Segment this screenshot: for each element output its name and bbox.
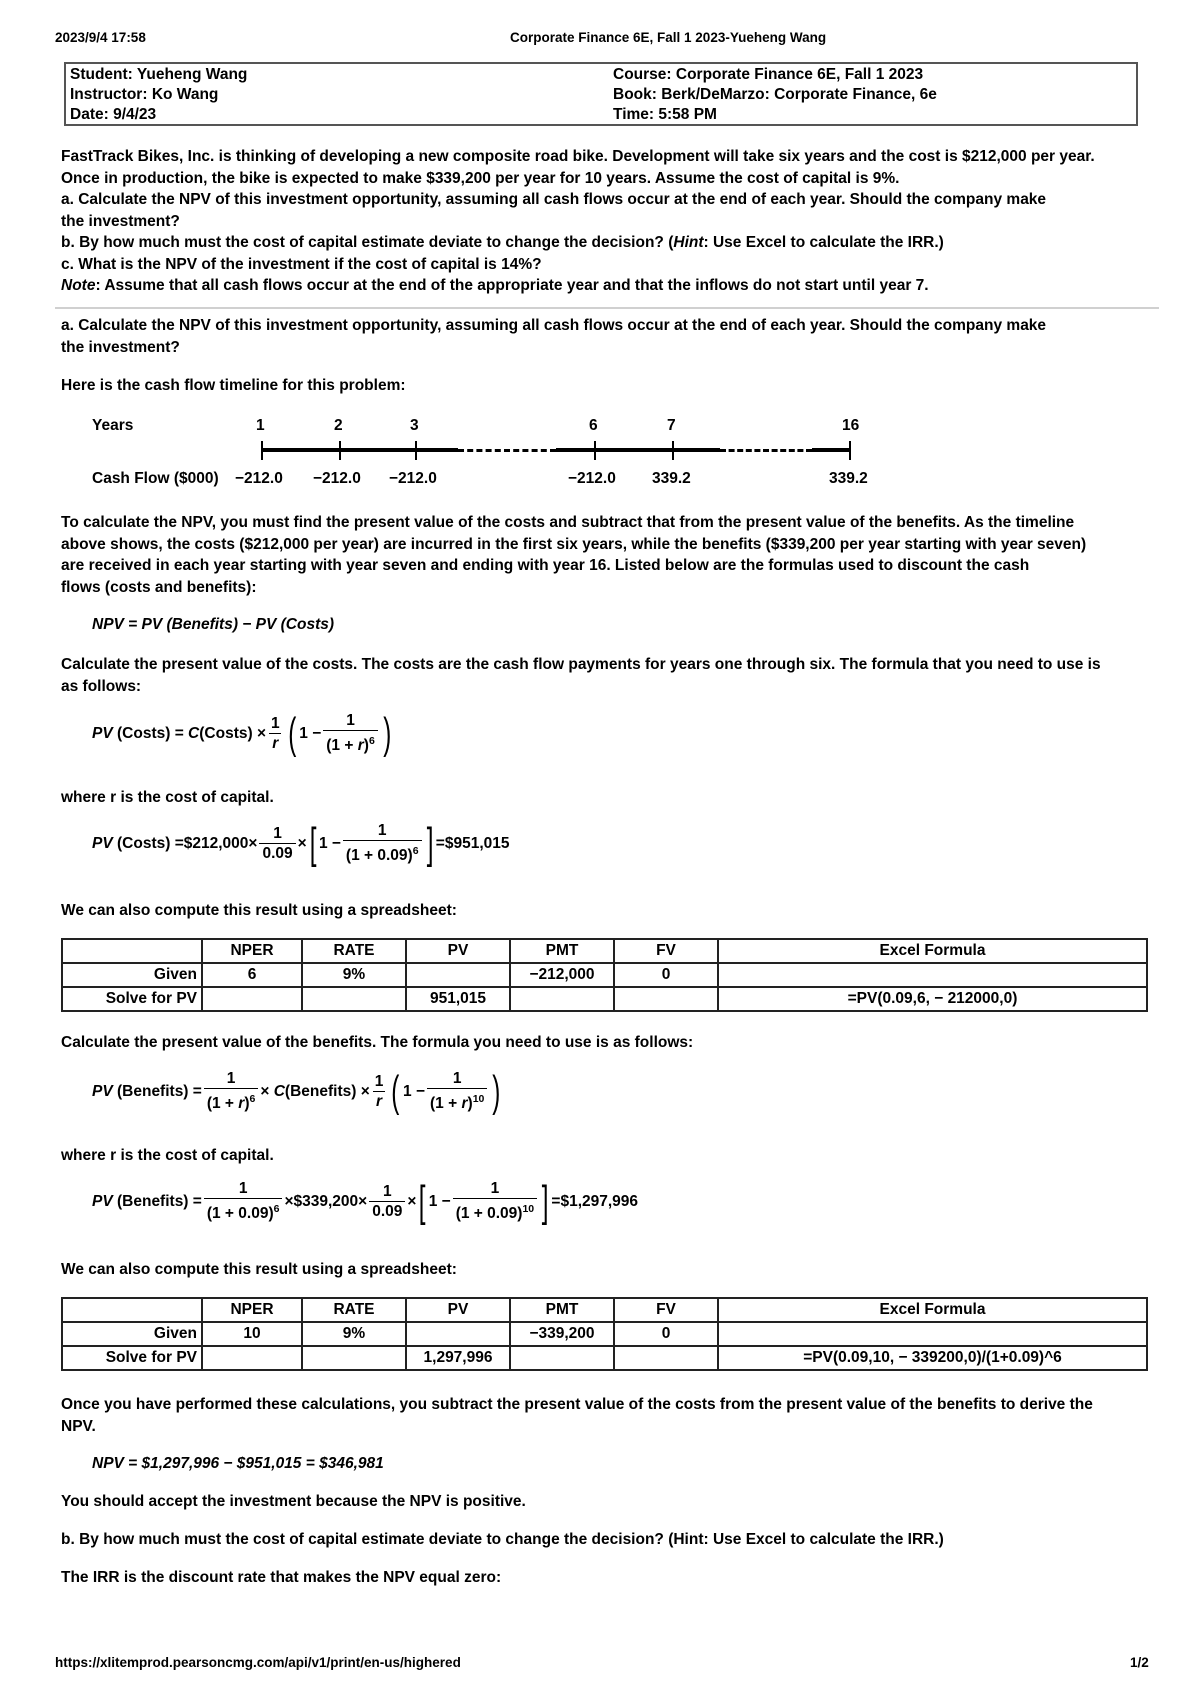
- npv-conclusion: Once you have performed these calculations, you subtract the present value of the costs from the present value of the benefits to derive the NPV.: [61, 1396, 1093, 1435]
- part-b-question: b. By how much must the cost of capital estimate deviate to change the decision? (Hint: Use Excel to calculate the IRR.): [61, 1531, 944, 1548]
- print-datetime: 2023/9/4 17:58: [55, 30, 146, 45]
- timeline-tick: [261, 441, 263, 460]
- timeline-tick: [339, 441, 341, 460]
- instructor-name: Ko Wang: [151, 86, 219, 103]
- npv-result: NPV = $1,297,996 − $951,015 = $346,981: [92, 1455, 384, 1472]
- problem-part-b: b. By how much must the cost of capital estimate deviate to change the decision? (Hint: Use Excel to calculate the IRR.): [61, 234, 944, 251]
- where-r-costs: where r is the cost of capital.: [61, 789, 274, 806]
- table-row: Solve for PV 951,015 =PV(0.09,6, − 212000,0): [62, 987, 1147, 1011]
- cash-flow-timeline: [0, 0, 1200, 500]
- pv-benefits-formula: PV (Benefits) = $\frac{1}{(1 + r)^6}$ × C(Benefits) × $\frac{1}{r}$ ( 1 − $\frac{1}{(1 + r)^{10}}$ ): [92, 1067, 501, 1117]
- timeline-intro: Here is the cash flow timeline for this problem:: [61, 377, 406, 394]
- time-label: Time:: [613, 106, 655, 123]
- problem-note: Note: Assume that all cash flows occur at the end of the appropriate year and that the inflows do not start until year 7.: [61, 277, 929, 294]
- table-row: Solve for PV 1,297,996 =PV(0.09,10, − 339200,0)/(1+0.09)^6: [62, 1346, 1147, 1370]
- timeline-tick: [849, 441, 851, 460]
- spreadsheet-intro-2: We can also compute this result using a spreadsheet:: [61, 1261, 457, 1278]
- pv-benefits-result: $1,297,996: [560, 1193, 639, 1211]
- timeline-year: 1: [256, 417, 265, 434]
- footer-url: https://xlitemprod.pearsoncmg.com/api/v1/print/en-us/highered: [55, 1655, 461, 1670]
- problem-part-a: a. Calculate the NPV of this investment opportunity, assuming all cash flows occur at the end of each year. Should the company make: [61, 191, 1047, 208]
- timeline-year: 2: [334, 417, 343, 434]
- course-name: Corporate Finance 6E, Fall 1 2023: [675, 66, 924, 83]
- pv-costs-spreadsheet: [61, 938, 1148, 1012]
- timeline-year: 6: [589, 417, 598, 434]
- timeline-cf-label: Cash Flow ($000): [92, 470, 219, 487]
- course-label: Course:: [613, 66, 672, 83]
- print-title: Corporate Finance 6E, Fall 1 2023-Yueheng Wang: [510, 30, 827, 45]
- book-label: Book:: [613, 86, 657, 103]
- problem-line: Once in production, the bike is expected to make $339,200 per year for 10 years. Assume the cost of capital is 9%.: [61, 169, 900, 187]
- instructor-label: Instructor:: [70, 86, 148, 103]
- timeline-cash-flow: 339.2: [829, 470, 868, 487]
- pv-benefits-spreadsheet: [61, 1297, 1148, 1371]
- timeline-segment: [556, 448, 720, 452]
- timeline-year: 16: [842, 417, 860, 434]
- where-r-benefits: where r is the cost of capital.: [61, 1147, 274, 1164]
- npv-formula: NPV = PV (Benefits) − PV (Costs): [92, 616, 335, 633]
- timeline-cash-flow: −212.0: [389, 470, 437, 487]
- costs-intro: Calculate the present value of the costs. The costs are the cash flow payments for years one through six. The formula that you need to use is as follows:: [61, 656, 1101, 695]
- timeline-years-label: Years: [92, 417, 134, 434]
- page-number: 1/2: [1130, 1655, 1149, 1670]
- timeline-cash-flow: −212.0: [568, 470, 616, 487]
- table-row: Given 6 9% −212,000 0: [62, 963, 1147, 987]
- table-row: Given 10 9% −339,200 0: [62, 1322, 1147, 1346]
- timeline-tick: [594, 441, 596, 460]
- benefits-intro: Calculate the present value of the benefits. The formula you need to use is as follows:: [61, 1034, 694, 1051]
- timeline-tick: [672, 441, 674, 460]
- timeline-tick: [415, 441, 417, 460]
- timeline-year: 3: [410, 417, 419, 434]
- book-name: Berk/DeMarzo: Corporate Finance, 6e: [661, 86, 937, 103]
- student-label: Student:: [70, 66, 133, 83]
- problem-part-c: c. What is the NPV of the investment if the cost of capital is 14%?: [61, 255, 542, 273]
- accept-statement: You should accept the investment because the NPV is positive.: [61, 1493, 526, 1510]
- student-name: Yueheng Wang: [136, 66, 248, 83]
- timeline-gap: [720, 449, 812, 452]
- table-header-row: NPER RATE PV PMT FV Excel Formula: [62, 939, 1147, 963]
- timeline-segment: [812, 448, 850, 452]
- timeline-segment: [262, 448, 458, 452]
- timeline-year: 7: [667, 417, 676, 434]
- date-label: Date:: [70, 106, 109, 123]
- problem-line: the investment?: [61, 212, 180, 230]
- pv-benefits-calculation: PV (Benefits) = $\frac{1}{(1 + 0.09)^6}$ × $339,200 × $\frac{1}{0.09}$ × [ 1 − $\frac{1}{(1 + 0.09)^{10}}$ ] = $1,297,996: [92, 1177, 639, 1227]
- date-value: 9/4/23: [113, 106, 157, 123]
- timeline-gap: [458, 449, 556, 452]
- pv-costs-result: $951,015: [444, 835, 510, 853]
- table-header-row: NPER RATE PV PMT FV Excel Formula: [62, 1298, 1147, 1322]
- pv-costs-formula: PV (Costs) = C(Costs) × $\frac{1}{r}$ ( 1 − $\frac{1}{(1 + r)^6}$ ): [92, 709, 392, 759]
- timeline-cash-flow: −212.0: [313, 470, 361, 487]
- spreadsheet-intro-1: We can also compute this result using a spreadsheet:: [61, 902, 457, 919]
- npv-explanation: To calculate the NPV, you must find the present value of the costs and subtract that from the present value of the benefits. As the timeline above shows, the costs ($212,000 per year) are incurred in the first six years, while the benefits ($339,200 per year starting with year seven) are received in each year starting with year seven and ending with year 16. Listed below are the formulas used to discount the cash flows (costs and benefits):: [61, 514, 1087, 596]
- pv-costs-calculation: PV (Costs) = $212,000 × $\frac{1}{0.09}$ × [ 1 − $\frac{1}{(1 + 0.09)^6}$ ] = $951,015: [92, 819, 510, 869]
- irr-intro: The IRR is the discount rate that makes the NPV equal zero:: [61, 1569, 502, 1586]
- time-value: 5:58 PM: [658, 106, 717, 123]
- problem-line: FastTrack Bikes, Inc. is thinking of developing a new composite road bike. Development will take six years and the cost is $212,000 per year.: [61, 148, 1095, 165]
- part-a-question: a. Calculate the NPV of this investment opportunity, assuming all cash flows occur at the end of each year. Should the company make the investment?: [61, 317, 1047, 356]
- timeline-cash-flow: 339.2: [652, 470, 691, 487]
- timeline-cash-flow: −212.0: [235, 470, 283, 487]
